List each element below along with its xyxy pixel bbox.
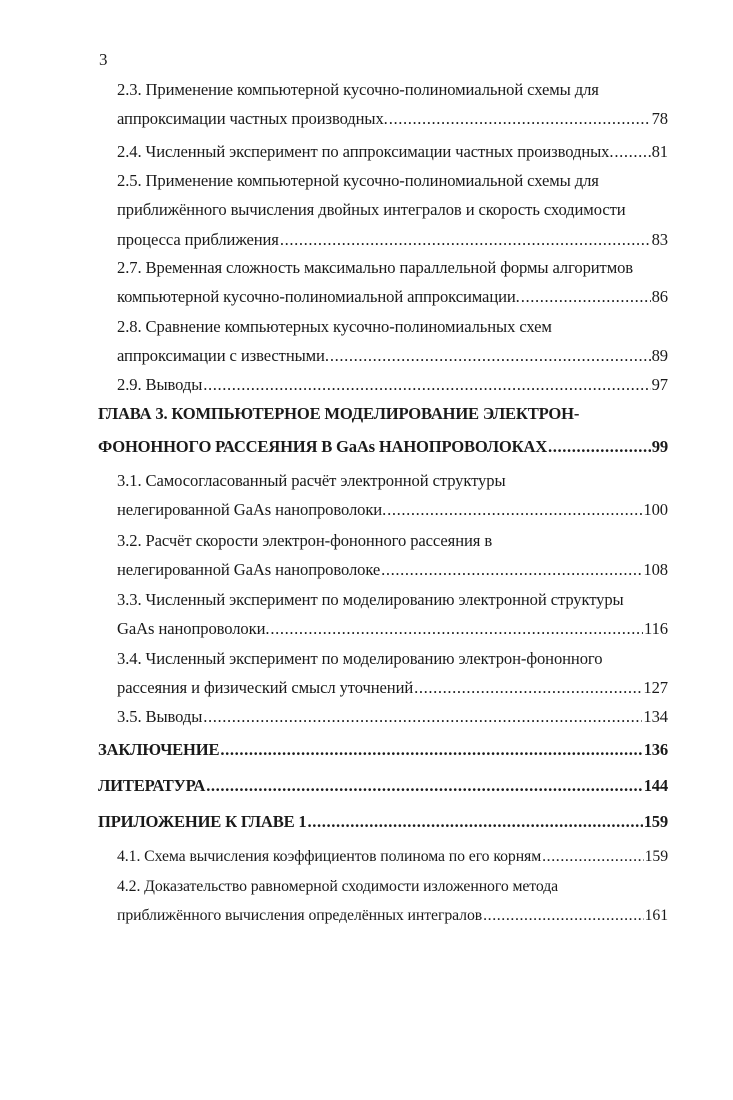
dot-leader [206, 769, 643, 802]
page-ref: 144 [643, 776, 668, 795]
toc-entry-2-5 [117, 166, 668, 254]
dot-leader [483, 901, 643, 930]
dot-leader [414, 673, 642, 702]
toc-entry-2-3 [117, 75, 668, 134]
page-ref: 99 [651, 437, 668, 456]
toc-line: 3.1. Самосогласованный расчёт электронной структуры [117, 471, 506, 490]
page-ref: 89 [651, 346, 668, 366]
page-ref: 83 [651, 229, 668, 249]
page-ref: 78 [651, 109, 668, 129]
toc-line: GaAs нанопроволоки. [117, 619, 270, 639]
toc-line: 2.7. Временная сложность максимально параллельной формы алгоритмов [117, 258, 634, 277]
toc-line: 2.9. Выводы [117, 375, 203, 394]
dot-leader [270, 614, 643, 643]
page-ref: 127 [643, 678, 668, 698]
dot-leader [203, 702, 642, 731]
page-ref: 100 [643, 500, 668, 520]
page-ref: 86 [651, 287, 668, 307]
toc-entry-3-2 [117, 526, 668, 585]
toc-line: ФОНОННОГО РАССЕЯНИЯ В GaAs НАНОПРОВОЛОКАХ [98, 437, 548, 456]
toc-line: 4.2. Доказательство равномерной сходимости изложенного метода [117, 878, 559, 895]
toc-literature [98, 769, 668, 802]
toc-line: рассеяния и физический смысл уточнений [117, 678, 414, 698]
page-ref: 159 [643, 812, 668, 831]
page-ref: 134 [643, 707, 668, 726]
dot-leader [548, 430, 651, 463]
toc-line: 2.5. Применение компьютерной кусочно-полиномиальной схемы для [117, 171, 599, 190]
toc-entry-3-1 [117, 466, 668, 525]
toc-line: приближённого вычисления двойных интегралов и скорость сходимости [117, 200, 626, 220]
toc-line: 3.3. Численный эксперимент по моделированию электронной структуры [117, 590, 624, 609]
toc-line: аппроксимации с известными. [117, 346, 329, 366]
toc-entry-3-3 [117, 585, 668, 644]
toc-line: 3.4. Численный эксперимент по моделированию электрон-фононного [117, 649, 603, 668]
toc-entry-3-5 [117, 702, 668, 731]
toc-line: ЗАКЛЮЧЕНИЕ [98, 740, 220, 759]
toc-line: 2.4. Численный эксперимент по аппроксимации частных производных. [117, 142, 614, 161]
toc-line: ЛИТЕРАТУРА [98, 776, 206, 795]
toc-line: процесса приближения [117, 229, 279, 249]
dot-leader [203, 370, 650, 399]
toc-entry-2-8 [117, 312, 668, 371]
page-ref: 108 [643, 560, 668, 580]
toc-line: аппроксимации частных производных. [117, 109, 388, 129]
dot-leader [542, 842, 643, 871]
page-ref: 81 [651, 142, 668, 161]
dot-leader [389, 104, 651, 133]
page-ref: 136 [643, 740, 668, 759]
toc-chapter-3 [98, 397, 668, 463]
dot-leader [307, 805, 642, 838]
toc-line: 2.3. Применение компьютерной кусочно-полиномиальной схемы для [117, 80, 599, 99]
dot-leader [614, 137, 650, 166]
toc-entry-4-2 [117, 872, 668, 931]
page-ref: 97 [651, 375, 668, 394]
toc-entry-4-1 [117, 842, 668, 871]
toc-entry-2-9 [117, 370, 668, 399]
dot-leader [330, 341, 651, 370]
page-ref: 161 [644, 907, 668, 925]
dot-leader [280, 225, 651, 254]
dot-leader [387, 495, 642, 524]
page-ref: 116 [644, 619, 668, 639]
toc-appendix [98, 805, 668, 838]
dot-leader [521, 282, 651, 311]
toc-entry-3-4 [117, 644, 668, 703]
dot-leader [220, 733, 642, 766]
toc-line: приближённого вычисления определённых интегралов [117, 907, 483, 925]
toc-line: ГЛАВА 3. КОМПЬЮТЕРНОЕ МОДЕЛИРОВАНИЕ ЭЛЕКТРОН- [98, 404, 580, 423]
page-ref: 159 [644, 848, 668, 865]
toc-conclusion [98, 733, 668, 766]
toc-line: 4.1. Схема вычисления коэффициентов полинома по его корням [117, 848, 542, 865]
toc-line: 3.5. Выводы [117, 707, 203, 726]
dot-leader [381, 555, 642, 584]
page-number: 3 [99, 50, 108, 69]
toc-line: ПРИЛОЖЕНИЕ К ГЛАВЕ 1 [98, 812, 307, 831]
toc-line: 3.2. Расчёт скорости электрон-фононного рассеяния в [117, 531, 493, 550]
toc-entry-2-7 [117, 253, 668, 312]
toc-entry-2-4 [117, 137, 668, 166]
toc-line: нелегированной GaAs нанопроволоки. [117, 500, 387, 520]
toc-line: нелегированной GaAs нанопроволоке [117, 560, 381, 580]
toc-line: компьютерной кусочно-полиномиальной аппроксимации. [117, 287, 520, 307]
toc-line: 2.8. Сравнение компьютерных кусочно-полиномиальных схем [117, 317, 552, 336]
